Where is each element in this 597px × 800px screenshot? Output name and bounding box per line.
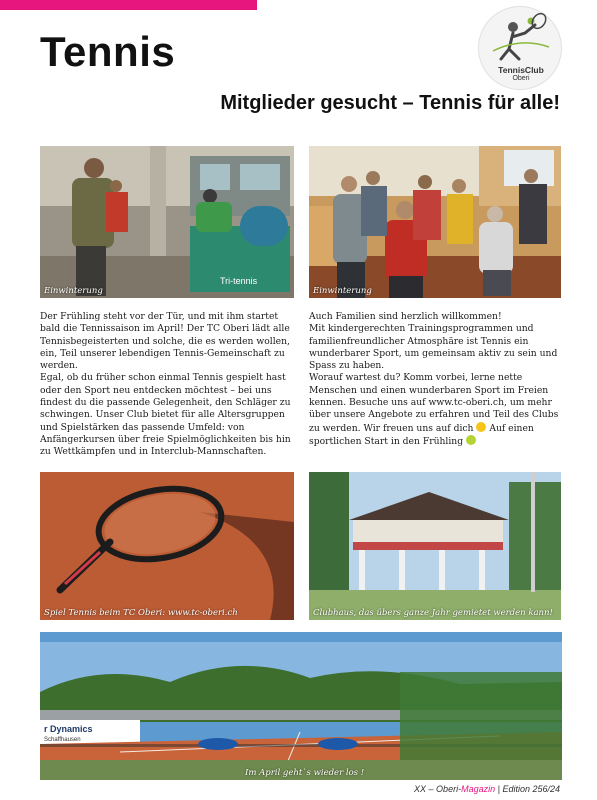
paragraph-left: Der Frühling steht vor der Tür, und mit ihm startet bald die Tennissaison im April! Der TC Oberi lädt alle Tennisbegeisterten und solche, die es werden wollen, ein, Teil unserer lebendigen Tennis-Gemeinschaft zu werden. Egal, ob du früher schon einmal Tennis gespielt hast oder den Sport neu entdecken möchtest – bei uns findest du die passende Gelegenheit, den Schläger zu schwingen. Unser Club bietet für alle Altersgruppen und Spielstärken das passende Umfeld: von Anfängerkursen über freie Spielmöglichkeiten bis hin zu Wettkämpfen und in Interclub-Mannschaften. (40, 311, 291, 458)
page-title: Tennis (40, 28, 176, 75)
paragraph-right-closing: Auf einen sportlichen Start in den Frühling (309, 422, 534, 447)
article-text-left (40, 311, 296, 459)
photo-caption: Einwinterung (313, 286, 372, 296)
courts-panorama-photo (40, 632, 562, 780)
article-subtitle: Mitglieder gesucht – Tennis für alle! (220, 92, 560, 114)
photo-caption: Im April geht`s wieder los ! (245, 768, 365, 778)
photo-caption: Clubhaus, das übers ganze Jahr gemietet werden kann! (313, 608, 553, 618)
footer-prefix: XX – Oberi- (414, 784, 462, 794)
clubhouse-group-photo (309, 146, 561, 298)
footer-edition: | Edition 256/24 (495, 784, 560, 794)
club-logo (478, 6, 562, 90)
logo-text-club: TennisClub (498, 65, 544, 75)
paragraph-right (309, 311, 563, 448)
footer-magazine: Magazin (461, 784, 496, 794)
clubhouse-photo (309, 472, 561, 620)
page-footer (414, 784, 560, 794)
tennis-ball-emoji-icon (466, 435, 476, 445)
article-text-right (309, 311, 563, 448)
indoor-court-photo (40, 146, 294, 298)
paragraph-right-main: Auch Familien sind herzlich willkommen! Mit kindergerechten Trainingsprogrammen und familienfreundlicher Atmosphäre ist Tennis ein wunderbarer Sport, um gemeinsam aktiv zu sein und Spass zu haben. Worauf wartest du? Komm vorbei, lerne nette Menschen und einen wunderbaren Sport im Freien kennen. Besuche uns auf www.tc-oberi.ch, um mehr über unsere Angebote zu erfahren und Teil des Clubs zu werden. Wir freuen uns auf dich (309, 311, 559, 434)
logo-text-location: Oberi (512, 75, 530, 82)
svg-text:Tri-tennis: Tri-tennis (220, 276, 258, 286)
racket-photo (40, 472, 294, 620)
accent-bar (0, 0, 257, 10)
smiley-emoji-icon (476, 422, 486, 432)
svg-text:Schaffhausen: Schaffhausen (44, 737, 81, 743)
svg-text:r Dynamics: r Dynamics (44, 724, 93, 734)
photo-caption: Einwinterung (44, 286, 103, 296)
photo-caption: Spiel Tennis beim TC Oberi: www.tc-oberi.ch (44, 608, 238, 618)
